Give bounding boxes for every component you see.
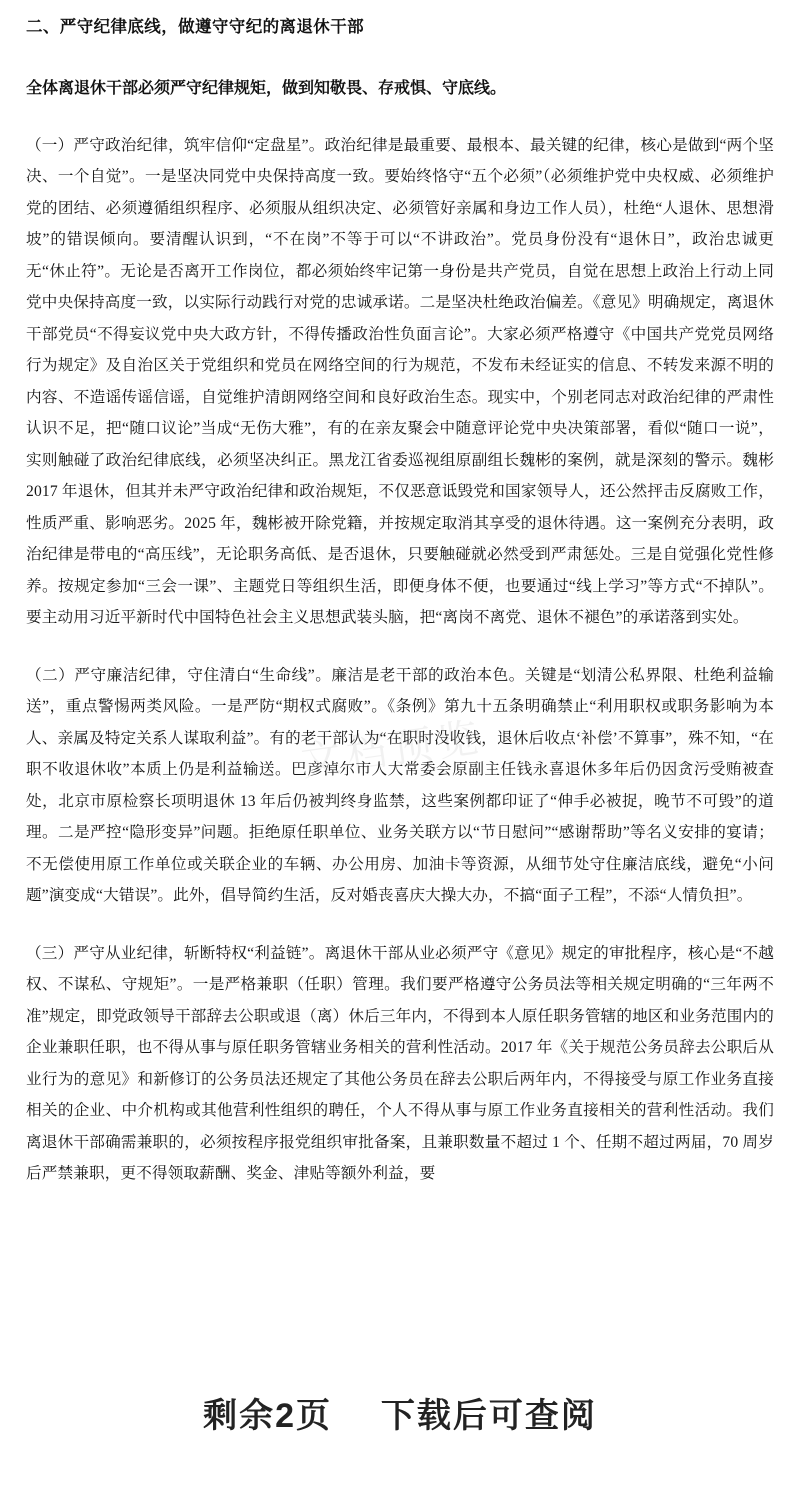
- paragraph-integrity-discipline: （二）严守廉洁纪律，守住清白“生命线”。廉洁是老干部的政治本色。关键是“划清公私界限、杜绝利益输送”，重点警惕两类风险。一是严防“期权式腐败”。《条例》第九十五条明确禁止“利用职权或职务影响为本人、亲属及特定关系人谋取利益”。有的老干部认为“在职时没收钱，退休后收点‘补偿’不算事”，殊不知，“在职不收退休收”本质上仍是利益输送。巴彦淖尔市人大常委会原副主任钱永喜退休多年后仍因贪污受贿被查处，北京市原检察长项明退休 13 年后仍被判终身监禁，这些案例都印证了“伸手必被捉，晚节不可毁”的道理。二是严控“隐形变异”问题。拒绝原任职单位、业务关联方以“节日慰问”“感谢帮助”等名义安排的宴请；不无偿使用原工作单位或关联企业的车辆、办公用房、加油卡等资源，从细节处守住廉洁底线，避免“小问题”演变成“大错误”。此外，倡导简约生活，反对婚丧喜庆大操大办，不搞“面子工程”，不添“人情负担”。: [26, 666, 774, 905]
- section-lead-text: 全体离退休干部必须严守纪律规矩，做到知敬畏、存戒惧、守底线。: [26, 80, 507, 98]
- download-prompt[interactable]: [0, 1388, 800, 1437]
- paragraph-political-discipline: （一）严守政治纪律，筑牢信仰“定盘星”。政治纪律是最重要、最根本、最关键的纪律，核心是做到“两个坚决、一个自觉”。一是坚决同党中央保持高度一致。要始终恪守“五个必须”（必须维护党中央权威、必须维护党的团结、必须遵循组织程序、必须服从组织决定、必须管好亲属和身边工作人员），杜绝“人退休、思想滑坡”的错误倾向。要清醒认识到，“不在岗”不等于可以“不讲政治”。党员身份没有“退休日”，政治忠诚更无“休止符”。无论是否离开工作岗位，都必须始终牢记第一身份是共产党员，自觉在思想上政治上行动上同党中央保持高度一致，以实际行动践行对党的忠诚承诺。二是坚决杜绝政治偏差。《意见》明确规定，离退休干部党员“不得妄议党中央大政方针，不得传播政治性负面言论”。大家必须严格遵守《中国共产党党员网络行为规定》及自治区关于党组织和党员在网络空间的行为规范，不发布未经证实的信息、不转发来源不明的内容、不造谣传谣信谣，自觉维护清朗网络空间和良好政治生态。现实中，个别老同志对政治纪律的严肃性认识不足，把“随口议论”当成“无伤大雅”，有的在亲友聚会中随意评论党中央决策部署，看似“随口一说”，实则触碰了政治纪律底线，必须坚决纠正。黑龙江省委巡视组原副组长魏彬的案例，就是深刻的警示。魏彬 2017 年退休，但其并未严守政治纪律和政治规矩，不仅恶意诋毁党和国家领导人，还公然抨击反腐败工作，性质严重、影响恶劣。2025 年，魏彬被开除党籍，并按规定取消其享受的退休待遇。这一案例充分表明，政治纪律是带电的“高压线”，无论职务高低、是否退休，只要触碰就必然受到严肃惩处。三是自觉强化党性修养。按规定参加“三会一课”、主题党日等组织生活，即便身体不便，也要通过“线上学习”等方式“不掉队”。要主动用习近平新时代中国特色社会主义思想武装头脑，把“离岗不离党、退休不褪色”的承诺落到实处。: [26, 136, 774, 627]
- watermark-text: 文档预览: [298, 715, 487, 785]
- content-fade-mask: [0, 1219, 800, 1379]
- section-heading: 二、严守纪律底线，做遵守守纪的离退休干部: [26, 17, 364, 36]
- paragraph-employment-discipline: （三）严守从业纪律，斩断特权“利益链”。离退休干部从业必须严守《意见》规定的审批程序，核心是“不越权、不谋私、守规矩”。一是严格兼职（任职）管理。我们要严格遵守公务员法等相关规定明确的“三年两不准”规定，即党政领导干部辞去公职或退（离）休后三年内，不得到本人原任职务管辖的地区和业务范围内的企业兼职任职，也不得从事与原任职务管辖业务相关的营利性活动。2017 年《关于规范公务员辞去公职后从业行为的意见》和新修订的公务员法还规定了其他公务员在辞去公职后两年内，不得接受与原工作业务直接相关的企业、中介机构或其他营利性组织的聘任，个人不得从事与原工作业务直接相关的营利性活动。我们离退休干部确需兼职的，必须按程序报党组织审批备案，且兼职数量不超过 1 个、任期不超过两届，70 周岁后严禁兼职，更不得领取薪酬、奖金、津贴等额外利益，要: [26, 944, 774, 1182]
- download-action-label[interactable]: 下载后可查阅: [380, 1397, 597, 1435]
- remaining-pages-label: 剩余2页: [203, 1397, 332, 1435]
